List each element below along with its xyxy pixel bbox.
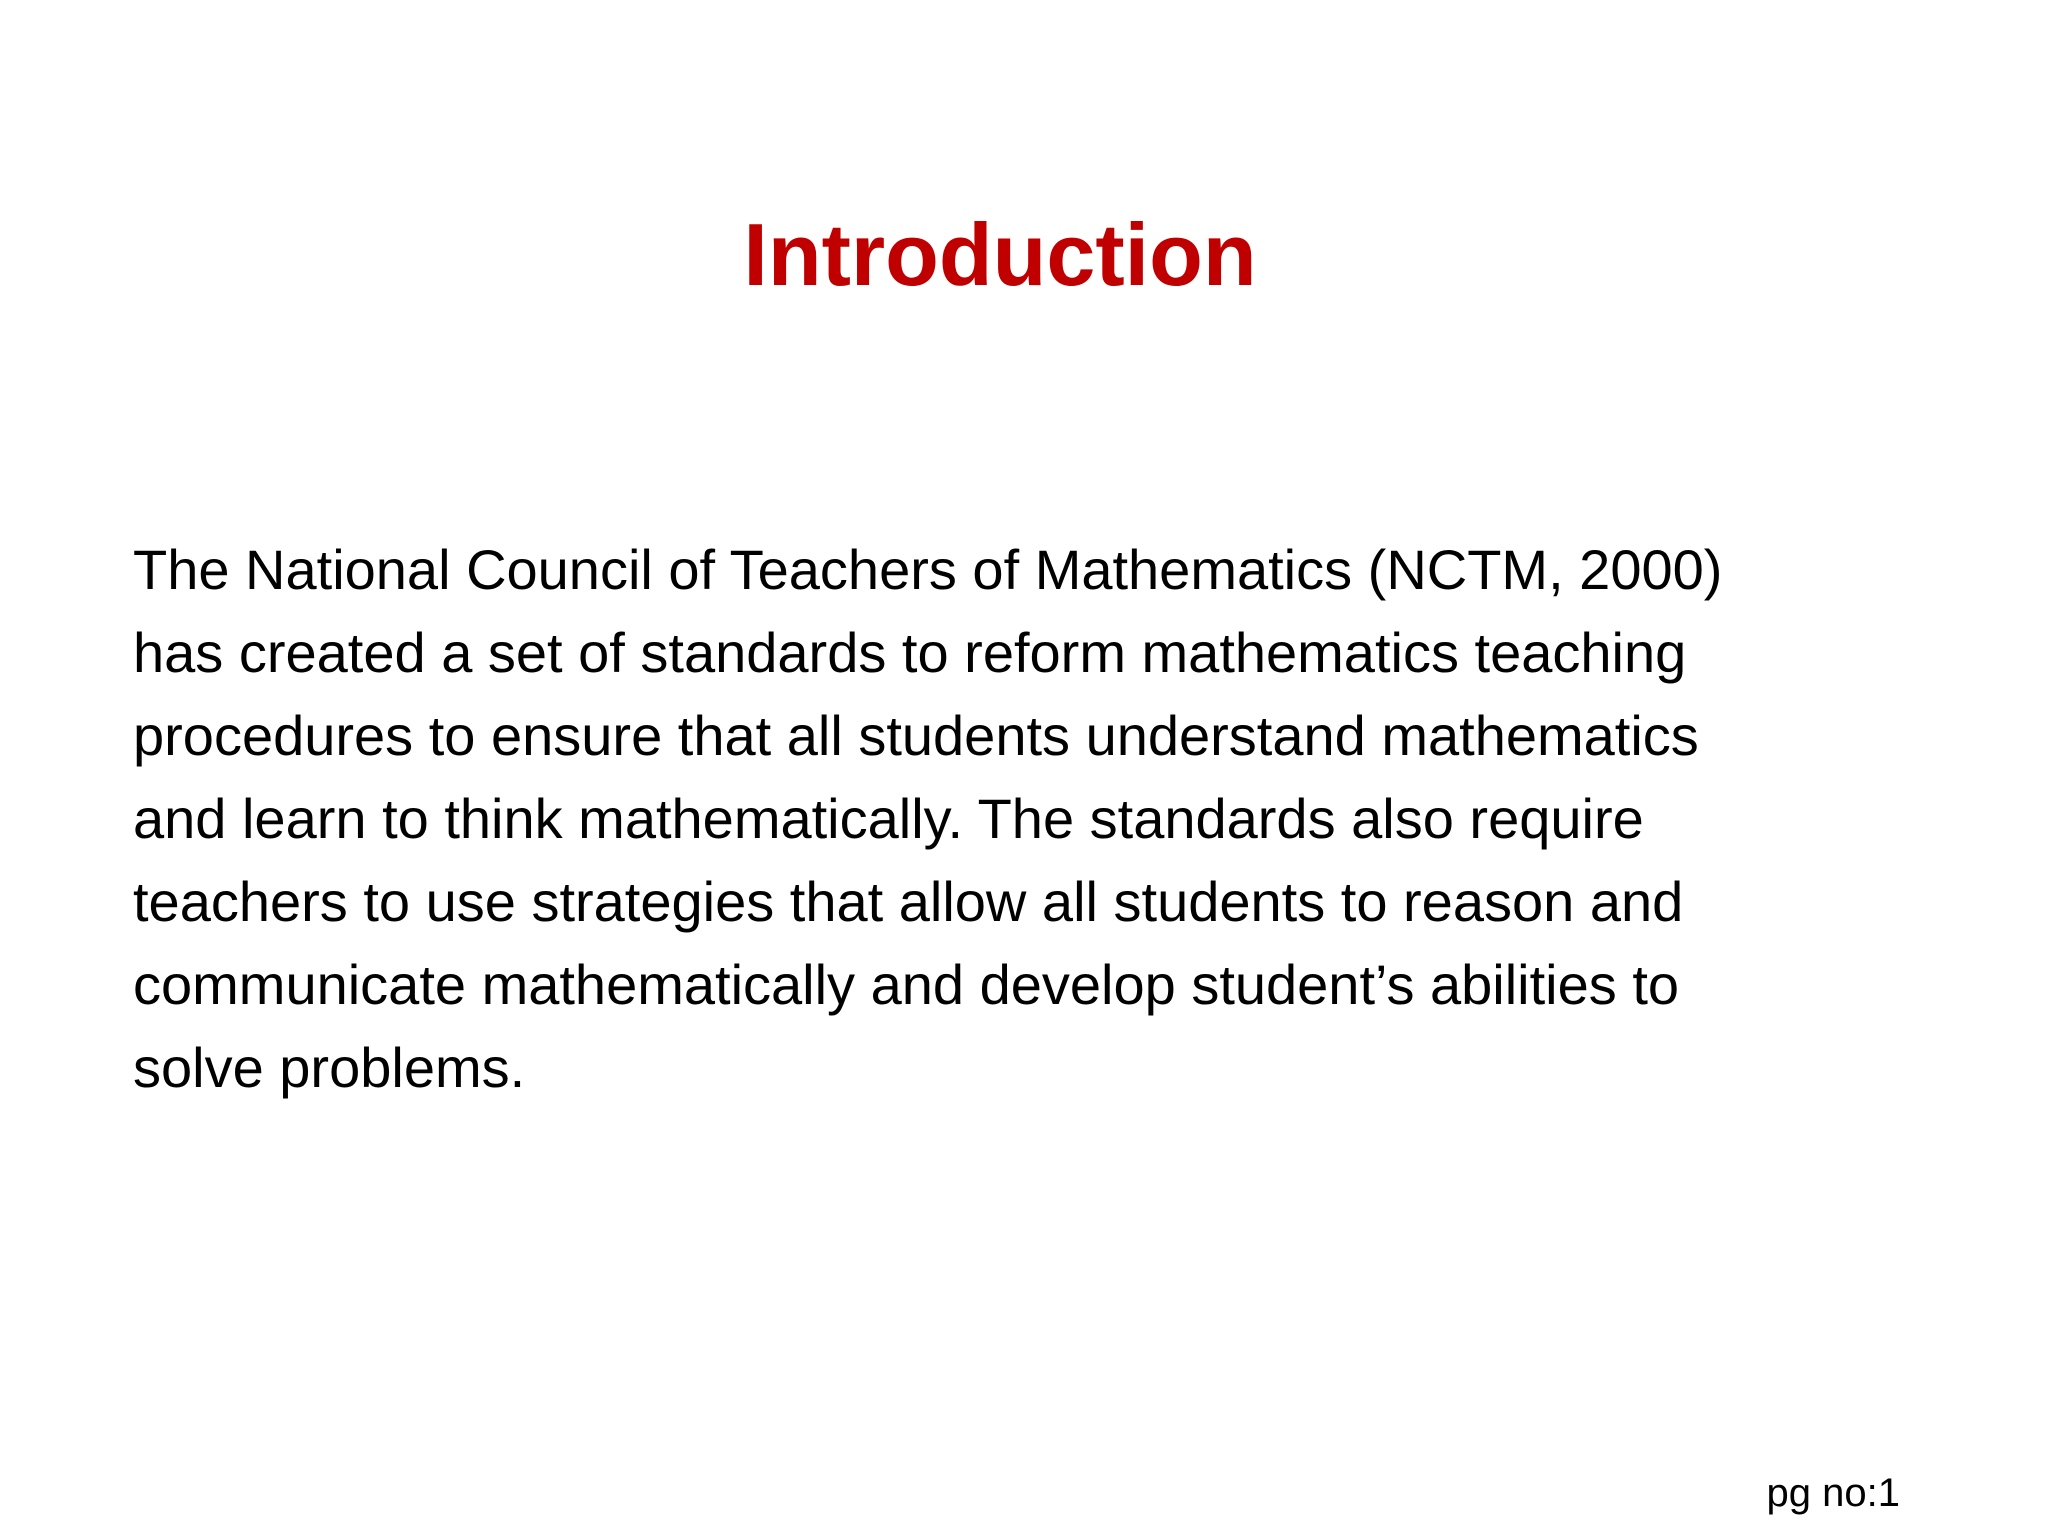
body-line: communicate mathematically and develop student’s abilities to <box>133 953 1680 1016</box>
body-line: has created a set of standards to reform mathematics teaching <box>133 621 1687 684</box>
body-line: and learn to think mathematically. The standards also require <box>133 787 1644 850</box>
slide-body <box>133 528 1933 1109</box>
body-line: teachers to use strategies that allow all students to reason and <box>133 870 1684 933</box>
body-line: The National Council of Teachers of Mathematics (NCTM, 2000) <box>133 538 1723 601</box>
page-number: pg no:1 <box>1766 1471 1900 1515</box>
body-line: procedures to ensure that all students understand mathematics <box>133 704 1699 767</box>
slide-title: Introduction <box>743 205 1257 304</box>
body-line: solve problems. <box>133 1036 526 1099</box>
